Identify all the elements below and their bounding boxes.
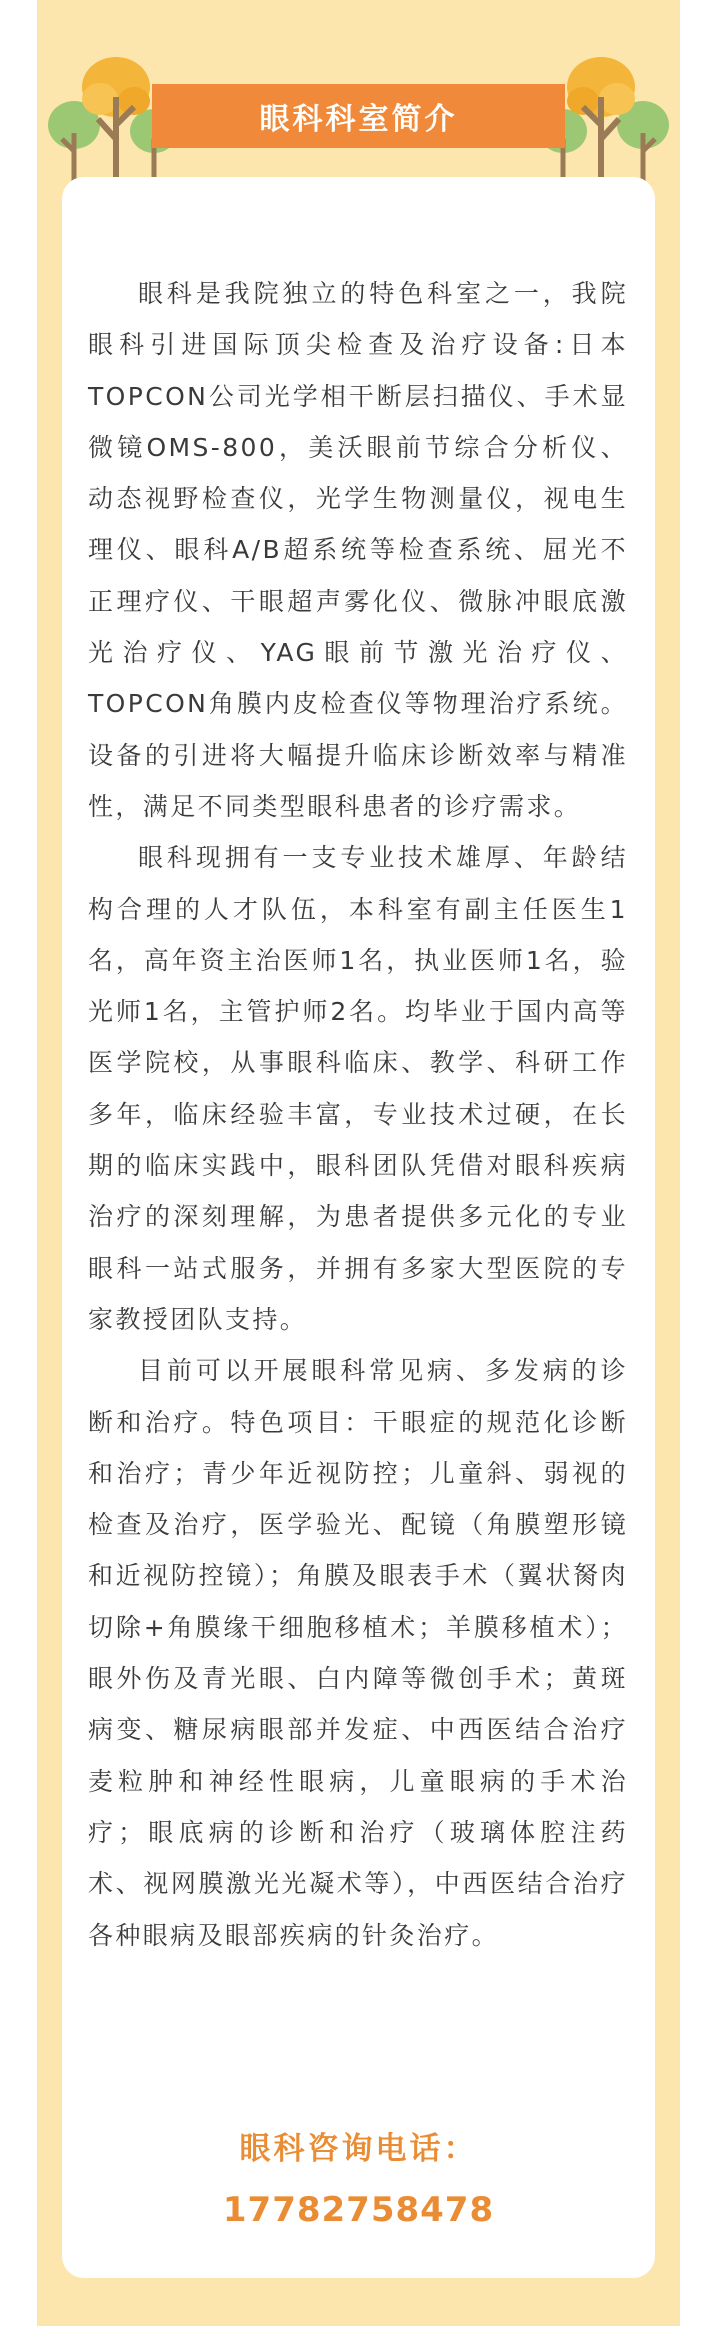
article-body bbox=[88, 268, 628, 1961]
paragraph-services: 目前可以开展眼科常见病、多发病的诊断和治疗。特色项目：干眼症的规范化诊断和治疗；青少年近视防控；儿童斜、弱视的检查及治疗，医学验光、配镜（角膜塑形镜和近视防控镜）；角膜及眼表手术（翼状胬肉切除+角膜缘干细胞移植术；羊膜移植术）；眼外伤及青光眼、白内障等微创手术；黄斑病变、糖尿病眼部并发症、中西医结合治疗麦粒肿和神经性眼病，儿童眼病的手术治疗；眼底病的诊断和治疗（玻璃体腔注药术、视网膜激光光凝术等），中西医结合治疗各种眼病及眼部疾病的针灸治疗。 bbox=[88, 1356, 628, 1950]
paragraph-equipment: 眼科是我院独立的特色科室之一，我院眼科引进国际顶尖检查及治疗设备:日本TOPCON公司光学相干断层扫描仪、手术显微镜OMS-800，美沃眼前节综合分析仪、动态视野检查仪，光学生物测量仪，视电生理仪、眼科A/B超系统等检查系统、屈光不正理疗仪、干眼超声雾化仪、微脉冲眼底激光治疗仪、YAG眼前节激光治疗仪、TOPCON角膜内皮检查仪等物理治疗系统。设备的引进将大幅提升临床诊断效率与精准性，满足不同类型眼科患者的诊疗需求。 bbox=[88, 279, 628, 821]
page-title: 眼科科室简介 bbox=[259, 102, 458, 137]
title-banner bbox=[152, 84, 565, 148]
contact-label: 眼科咨询电话： bbox=[239, 2131, 478, 2167]
paragraph-team: 眼科现拥有一支专业技术雄厚、年龄结构合理的人才队伍，本科室有副主任医生1名，高年资主治医师1名，执业医师1名，验光师1名，主管护师2名。均毕业于国内高等医学院校，从事眼科临床、教学、科研工作多年，临床经验丰富，专业技术过硬，在长期的临床实践中，眼科团队凭借对眼科疾病治疗的深刻理解，为患者提供多元化的专业眼科一站式服务，并拥有多家大型医院的专家教授团队支持。 bbox=[88, 843, 628, 1334]
contact-phone-number[interactable]: 17782758478 bbox=[222, 2190, 495, 2230]
